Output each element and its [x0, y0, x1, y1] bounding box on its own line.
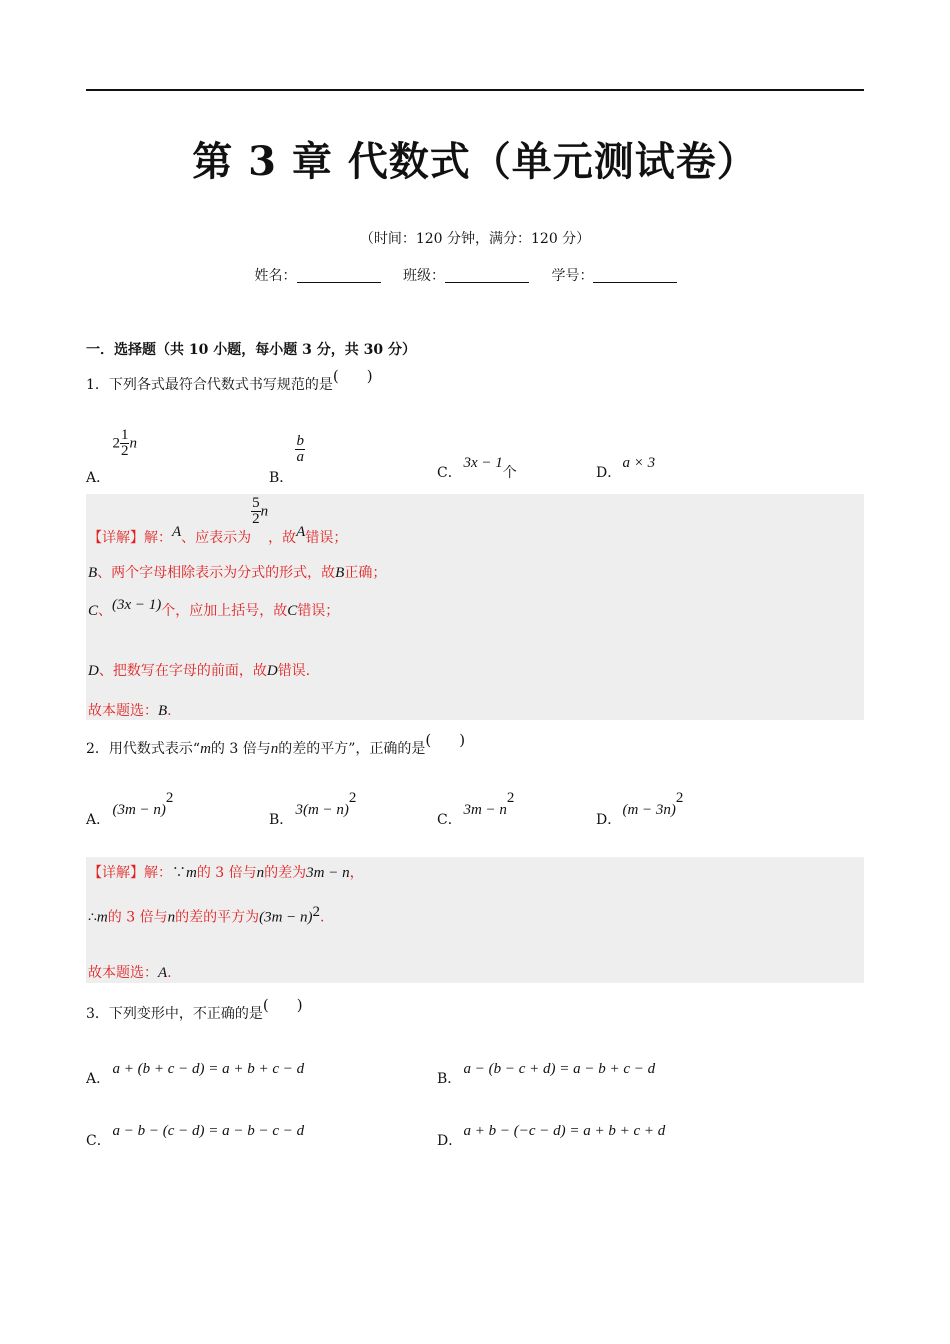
q1-explanation-line-3: C、(3x − 1)个，应加上括号，故C错误； — [88, 597, 340, 619]
question-1-stem: 1．下列各式最符合代数式书写规范的是() — [86, 367, 401, 393]
q1-option-d: D． a × 3 — [596, 455, 656, 481]
q2-option-a: A． $(3m - n)^2$ — [86, 790, 174, 828]
id-label: 学号： — [551, 268, 594, 284]
name-blank[interactable] — [297, 268, 381, 283]
exam-time-info: （时间：120 分钟，满分：120 分） — [359, 231, 591, 247]
student-info-row — [0, 265, 950, 285]
id-blank[interactable] — [593, 268, 677, 283]
answer-bracket: () — [425, 731, 494, 749]
q3-option-c: C． a − b − (c − d) = a − b − c − d — [86, 1123, 305, 1149]
name-label: 姓名： — [254, 268, 297, 284]
q1-explanation-line-1: 【详解】解：A、应表示为 $\frac{5}{2}$ n，故A错误； — [88, 495, 348, 546]
q2-option-b: B． $3(m - n)^2$ — [269, 790, 357, 828]
q3-option-b: B． a − (b − c + d) = a − b + c − d — [437, 1061, 656, 1087]
q1-option-a: A． 2 $\frac{1}{2}$ n — [86, 427, 137, 486]
q2-explanation-line-1: 【详解】解：∵m的 3 倍与n的差为3m − n， — [88, 865, 364, 881]
class-blank[interactable] — [445, 268, 529, 283]
section-heading: 一．选择题（共 10 小题，每小题 3 分，共 30 分） — [86, 342, 416, 358]
question-2-stem: 2．用代数式表示“m的 3 倍与n的差的平方”，正确的是() — [86, 731, 494, 757]
answer-bracket: () — [262, 996, 331, 1014]
q3-option-d: D． a + b − (−c − d) = a + b + c + d — [437, 1123, 666, 1149]
q3-option-a: A． a + (b + c − d) = a + b + c − d — [86, 1061, 305, 1087]
q2-option-c: C． $3m - n^2$ — [437, 790, 515, 828]
top-rule — [86, 89, 864, 91]
q1-option-c: C． 3x − 1个 — [437, 455, 517, 481]
q2-final-answer: 故本题选：A. — [88, 965, 172, 981]
q2-option-d: D． $(m - 3n)^2$ — [596, 790, 684, 828]
q1-option-b: B． $\frac{b}{a}$ — [269, 433, 304, 486]
q1-explanation-line-4: D、把数写在字母的前面，故D错误. — [88, 663, 311, 679]
q1-final-answer: 故本题选：B. — [88, 703, 172, 719]
answer-bracket: () — [332, 367, 401, 385]
q2-explanation-line-2: ∴m的 3 倍与n的差的平方为$(3m - n)^2$. — [88, 904, 325, 926]
class-label: 班级： — [403, 268, 445, 284]
q1-explanation-line-2: B、两个字母相除表示为分式的形式，故B正确； — [88, 565, 387, 581]
question-3-stem: 3．下列变形中，不正确的是() — [86, 996, 331, 1022]
page-title: 第 3 章 代数式（单元测试卷） — [192, 138, 758, 185]
